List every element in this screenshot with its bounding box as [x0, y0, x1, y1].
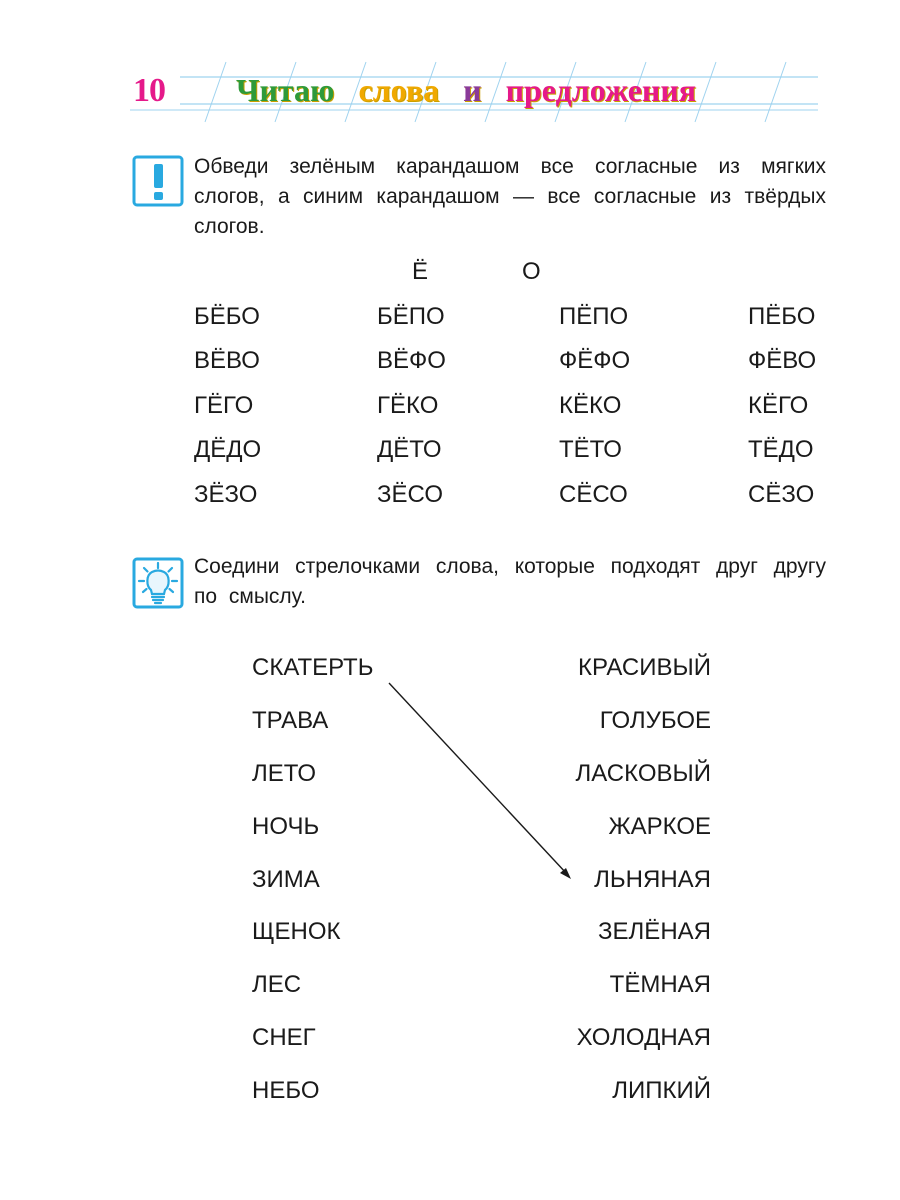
exclamation-icon	[132, 155, 184, 207]
left-word: НЕБО	[252, 1077, 320, 1104]
column-heading-yo: Ё	[412, 258, 429, 285]
right-word: ЛАСКОВЫЙ	[575, 760, 711, 787]
column-heading-o: О	[522, 258, 541, 285]
title-word-1: Читаю	[236, 72, 335, 108]
syllable: СЁСО	[559, 481, 628, 508]
syllable: ФЁВО	[748, 347, 817, 374]
page-number: 10	[133, 72, 165, 109]
syllable: ПЁБО	[748, 303, 816, 330]
syllable: ЗЁЗО	[194, 481, 258, 508]
syllable: СЁЗО	[748, 481, 815, 508]
syllable: ГЁКО	[377, 392, 439, 419]
left-word: ЛЕС	[252, 971, 302, 998]
syllable: ВЁФО	[377, 347, 446, 374]
right-word: ТЁМНАЯ	[609, 971, 711, 998]
syllable: БЁПО	[377, 303, 445, 330]
syllable: ТЁТО	[559, 436, 622, 463]
syllable: ПЁПО	[559, 303, 629, 330]
left-word: ЩЕНОК	[252, 918, 341, 945]
title-word-3: и	[463, 72, 482, 108]
right-word: ЗЕЛЁНАЯ	[598, 918, 711, 945]
title-word-2: слова	[358, 72, 440, 108]
left-word: СНЕГ	[252, 1024, 316, 1051]
syllable: КЁГО	[748, 392, 809, 419]
task1-instruction: Обведи зелёным карандашом все согласные из мягких слогов, а синим карандашом — все согласные из твёрдых слогов.	[194, 155, 826, 238]
right-word: ЖАРКОЕ	[608, 813, 711, 840]
syllable: ДЁДО	[194, 436, 262, 463]
right-word: КРАСИВЫЙ	[578, 654, 711, 681]
left-word: ЗИМА	[252, 866, 320, 893]
syllable: ЗЁСО	[377, 481, 443, 508]
left-word: ТРАВА	[252, 707, 329, 734]
page-header	[0, 0, 900, 130]
syllable: КЁКО	[559, 392, 622, 419]
syllable: БЁБО	[194, 303, 260, 330]
syllable: ТЁДО	[748, 436, 814, 463]
right-word: ХОЛОДНАЯ	[576, 1024, 711, 1051]
syllable: ВЁВО	[194, 347, 260, 374]
left-word: НОЧЬ	[252, 813, 320, 840]
syllable: ДЁТО	[377, 436, 442, 463]
left-word: ЛЕТО	[252, 760, 317, 787]
syllable: ФЁФО	[559, 347, 631, 374]
page-title	[236, 72, 696, 109]
task2-instruction: Соедини стрелочками слова, которые подходят друг другу по смыслу.	[194, 555, 826, 608]
left-word: СКАТЕРТЬ	[252, 654, 374, 681]
right-word: ЛИПКИЙ	[612, 1077, 711, 1104]
right-word: ЛЬНЯНАЯ	[594, 866, 711, 893]
syllable: ГЁГО	[194, 392, 254, 419]
lightbulb-icon	[132, 557, 184, 609]
right-word: ГОЛУБОЕ	[599, 707, 711, 734]
title-word-4: предложения	[505, 72, 697, 108]
header-lines	[0, 0, 900, 130]
